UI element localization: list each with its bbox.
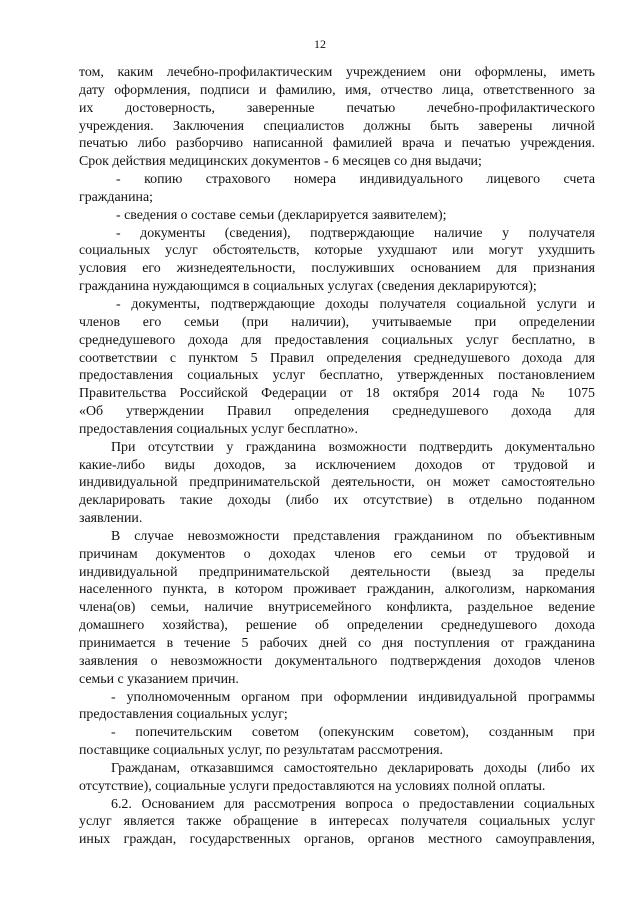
text-line: населенного пункта, в котором проживает гражданин, алкоголизм, наркомания xyxy=(79,582,595,598)
list-item-line: - документы (сведения), подтверждающие наличие у получателя xyxy=(116,225,595,241)
text-line: декларировать такие доходы (либо их отсутствие) в отдельно поданном xyxy=(79,493,595,509)
text-line: иных граждан, государственных органов, органов местного самоуправления, xyxy=(79,832,595,848)
text-line: предоставления социальных услуг бесплатно, утвержденных постановлением xyxy=(79,368,595,384)
paragraph-first-line: 6.2. Основанием для рассмотрения вопроса о предоставлении социальных xyxy=(111,796,595,812)
list-item-line: - документы, подтверждающие доходы получателя социальной услуги и xyxy=(116,296,595,312)
text-line: принимается в течение 5 рабочих дней со дня поступления от гражданина xyxy=(79,636,595,651)
list-item-line: - попечительским советом (опекунским советом), созданным при xyxy=(111,725,595,741)
text-line: Срок действия медицинских документов - 6 месяцев со дня выдачи; xyxy=(79,154,482,170)
text-line: соответствии с пунктом 5 Правил определения среднедушевого дохода для xyxy=(79,350,595,366)
text-line: предоставления социальных услуг бесплатно». xyxy=(79,421,358,437)
text-line: их достоверность, заверенные печатью лечебно-профилактического xyxy=(79,100,595,116)
text-line: Правительства Российской Федерации от 18 октября 2014 года № 1075 xyxy=(79,386,595,402)
paragraph-first-line: Гражданам, отказавшимся самостоятельно декларировать доходы (либо их xyxy=(111,760,595,776)
list-item-line: - уполномоченным органом при оформлении индивидуальной программы xyxy=(111,689,595,705)
list-item-line: - сведения о составе семьи (декларируется заявителем); xyxy=(116,207,447,223)
document-body xyxy=(79,64,595,849)
text-line: условия его жизнедеятельности, послуживших основанием для признания xyxy=(79,261,595,277)
text-line: поставщике социальных услуг, по результатам рассмотрения. xyxy=(79,743,443,759)
list-item-line: - копию страхового номера индивидуального лицевого счета xyxy=(116,172,595,188)
text-line: семьи с указанием причин. xyxy=(79,671,239,687)
text-line: отсутствие), социальные услуги предоставляются на условиях полной оплаты. xyxy=(79,778,546,794)
page-number: 12 xyxy=(314,37,326,51)
text-line: индивидуальной предпринимательской деятельности, он может самостоятельно xyxy=(79,475,595,491)
paragraph-first-line: При отсутствии у гражданина возможности подтвердить документально xyxy=(111,439,595,455)
text-line: домашнего хозяйства), решение об определении среднедушевого дохода xyxy=(79,618,595,634)
text-line: члена(ов) семьи, наличие внутрисемейного конфликта, раздельное ведение xyxy=(79,600,595,616)
text-line: социальных услуг обстоятельств, которые ухудшают или могут ухудшить xyxy=(79,243,595,259)
text-line: заявлении. xyxy=(79,511,143,527)
text-line: печатью либо разборчиво написанной фамилией врача и печатью учреждения. xyxy=(79,136,595,152)
text-line: гражданина нуждающимся в социальных услугах (сведения декларируются); xyxy=(79,279,537,295)
text-line: среднедушевого дохода для предоставления социальных услуг бесплатно, в xyxy=(79,332,595,348)
text-line: причинам документов о доходах членов его семьи от трудовой и xyxy=(79,546,595,562)
text-line: гражданина; xyxy=(79,189,153,205)
paragraph-first-line: В случае невозможности представления гражданином по объективным xyxy=(111,528,595,544)
text-line: какие-либо виды доходов, за исключением доходов от трудовой и xyxy=(79,457,595,473)
text-line: том, каким лечебно-профилактическим учреждением они оформлены, иметь xyxy=(79,65,595,80)
text-line: дату оформления, подписи и фамилию, имя, отчество лица, ответственного за xyxy=(79,82,595,98)
text-line: предоставления социальных услуг; xyxy=(79,707,288,723)
text-line: заявления о невозможности документального подтверждения доходов членов xyxy=(79,653,595,669)
text-line: учреждения. Заключения специалистов должны быть заверены личной xyxy=(79,118,595,134)
text-line: услуг является также обращение в интересах получателя социальных услуг xyxy=(79,814,595,830)
text-line: «Об утверждении Правил определения среднедушевого дохода для xyxy=(79,404,595,420)
text-line: членов его семьи (при наличии), учитываемые при определении xyxy=(79,314,595,330)
text-line: индивидуальной предпринимательской деятельности (выезд за пределы xyxy=(79,564,595,580)
